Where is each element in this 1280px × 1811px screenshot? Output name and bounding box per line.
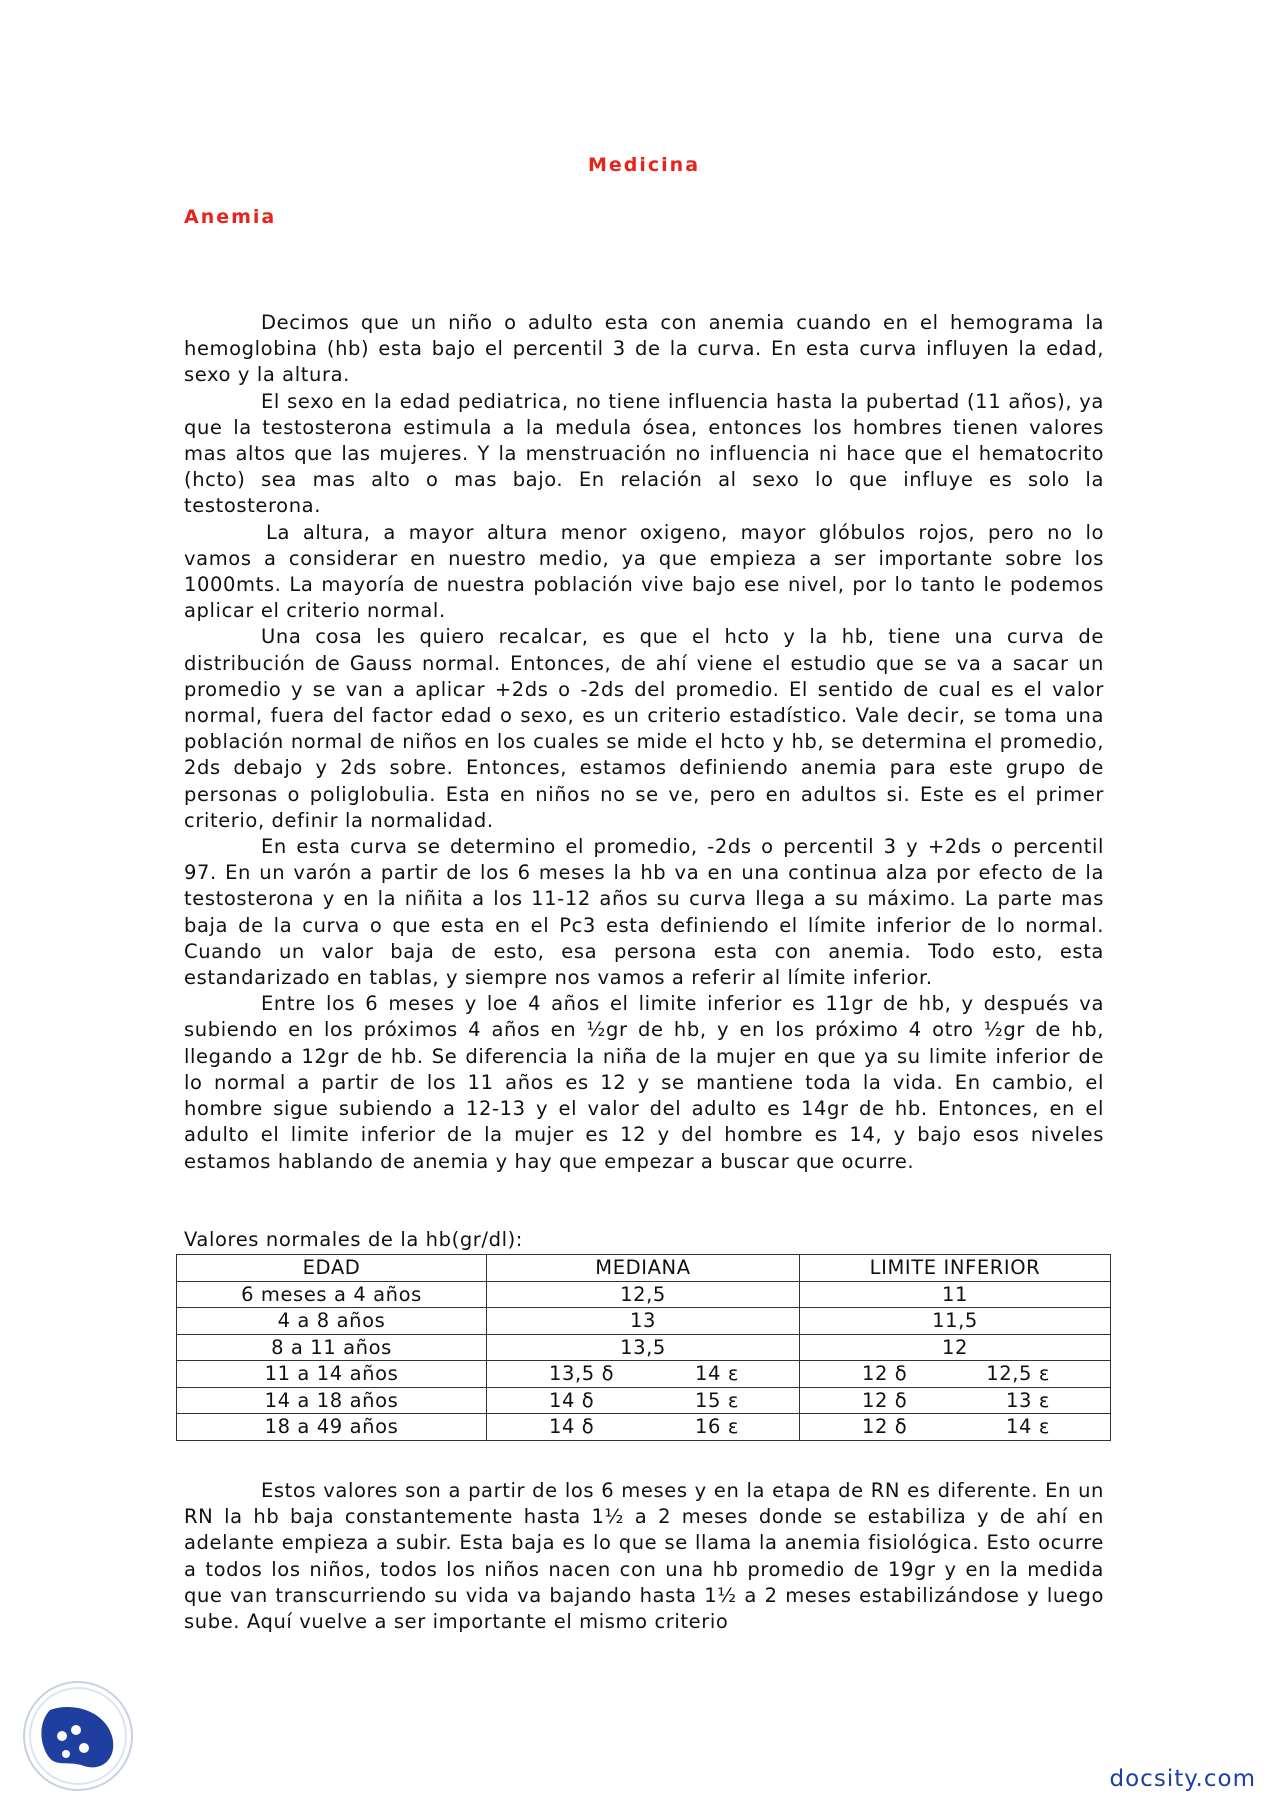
docsity-logo-icon — [22, 1680, 134, 1792]
table-value: 12 δ — [862, 1388, 908, 1412]
table-caption: Valores normales de la hb(gr/dl): — [184, 1228, 523, 1251]
table-cell: 11 a 14 años — [177, 1361, 487, 1388]
table-value: 15 ε — [695, 1388, 739, 1412]
table-cell: 12 — [800, 1334, 1111, 1361]
table-cell — [487, 1387, 800, 1414]
table-cell: 13,5 — [487, 1334, 800, 1361]
table-row — [177, 1414, 1111, 1441]
hemoglobin-table — [176, 1254, 1111, 1441]
table-cell: 18 a 49 años — [177, 1414, 487, 1441]
document-title: Medicina — [587, 154, 701, 176]
table-cell: 14 a 18 años — [177, 1387, 487, 1414]
table-header-row — [177, 1255, 1111, 1282]
table-cell: 6 meses a 4 años — [177, 1281, 487, 1308]
section-heading: Anemia — [184, 206, 277, 228]
table-value: 14 δ — [549, 1415, 595, 1439]
table-cell: 11,5 — [800, 1308, 1111, 1335]
closing-text — [184, 1478, 1104, 1635]
table-header: EDAD — [177, 1255, 487, 1282]
table-value: 13 ε — [1006, 1388, 1050, 1412]
table-cell: 8 a 11 años — [177, 1334, 487, 1361]
table-cell — [487, 1414, 800, 1441]
table-value: 12 δ — [862, 1415, 908, 1439]
table-value: 14 δ — [549, 1388, 595, 1412]
paragraph: La altura, a mayor altura menor oxigeno, mayor glóbulos rojos, pero no lo vamos a considerar en nuestro medio, ya que empieza a ser importante sobre los 1000mts. La mayoría de nuestra población vive bajo ese nivel, por lo tanto le podemos aplicar el criterio normal. — [184, 520, 1104, 623]
paragraph: El sexo en la edad pediatrica, no tiene influencia hasta la pubertad (11 años), ya que la testosterona estimula a la medula ósea, entonces los hombres tienen valores mas altos que las mujeres. Y la menstruación no influencia ni hace que el hematocrito (hcto) sea mas alto o mas bajo. En relación al sexo lo que influye es solo la testosterona. — [184, 389, 1104, 518]
paragraph: Estos valores son a partir de los 6 meses y en la etapa de RN es diferente. En un RN la hb baja constantemente hasta 1½ a 2 meses donde se estabiliza y de ahí en adelante empieza a subir. Esta baja es lo que se llama la anemia fisiológica. Esto ocurre a todos los niños, todos los niños nacen con una hb promedio de 19gr y en la medida que van transcurriendo su vida va bajando hasta 1½ a 2 meses estabilizándose y luego sube. Aquí vuelve a ser importante el mismo criterio — [184, 1479, 1104, 1634]
paragraph: Una cosa les quiero recalcar, es que el hcto y la hb, tiene una curva de distribución de Gauss normal. Entonces, de ahí viene el estudio que se va a sacar un promedio y se van a aplicar +2ds o -2ds del promedio. El sentido de cual es el valor normal, fuera del factor edad o sexo, es un criterio estadístico. Vale decir, se toma una población normal de niños en los cuales se mide el hcto y hb, se determina el promedio, 2ds debajo y 2ds sobre. Entonces, estamos definiendo anemia para este grupo de personas o poliglobulia. Esta en niños no se ve, pero en adultos si. Este es el primer criterio, definir la normalidad. — [184, 625, 1104, 832]
paragraph: En esta curva se determino el promedio, -2ds o percentil 3 y +2ds o percentil 97. En un varón a partir de los 6 meses la hb va en una continua alza por efecto de la testosterona y en la niñita a los 11-12 años su curva llega a su máximo. La parte mas baja de la curva o que esta en el Pc3 esta definiendo el límite inferior de lo normal. Cuando un valor baja de esto, esa persona esta con anemia. Todo esto, esta estandarizado en tablas, y siempre nos vamos a referir al límite inferior. — [184, 835, 1104, 990]
table-cell — [800, 1361, 1111, 1388]
body-text — [184, 310, 1104, 1175]
paragraph: Decimos que un niño o adulto esta con anemia cuando en el hemograma la hemoglobina (hb) esta bajo el percentil 3 de la curva. En esta curva influyen la edad, sexo y la altura. — [184, 311, 1104, 387]
table-cell: 12,5 — [487, 1281, 800, 1308]
table-cell: 4 a 8 años — [177, 1308, 487, 1335]
table-row — [177, 1387, 1111, 1414]
table-header: MEDIANA — [487, 1255, 800, 1282]
table-value: 12 δ — [862, 1362, 908, 1386]
table-value: 13,5 δ — [549, 1362, 615, 1386]
table-row — [177, 1308, 1111, 1335]
table-value: 14 ε — [695, 1362, 739, 1386]
table-cell: 13 — [487, 1308, 800, 1335]
table-cell — [800, 1387, 1111, 1414]
table-value: 12,5 ε — [986, 1362, 1050, 1386]
table-value: 16 ε — [695, 1415, 739, 1439]
table-row — [177, 1334, 1111, 1361]
table-cell — [800, 1414, 1111, 1441]
table-row — [177, 1281, 1111, 1308]
table-cell — [487, 1361, 800, 1388]
paragraph: Entre los 6 meses y loe 4 años el limite inferior es 11gr de hb, y después va subiendo en los próximos 4 años en ½gr de hb, y en los próximo 4 otro ½gr de hb, llegando a 12gr de hb. Se diferencia la niña de la mujer en que ya su limite inferior de lo normal a partir de los 11 años es 12 y se mantiene toda la vida. En cambio, el hombre sigue subiendo a 12-13 y el valor del adulto es 14gr de hb. Entonces, en el adulto el limite inferior de la mujer es 12 y del hombre es 14, y bajo esos niveles estamos hablando de anemia y hay que empezar a buscar que ocurre. — [184, 992, 1104, 1173]
table-cell: 11 — [800, 1281, 1111, 1308]
site-brand: docsity.com — [1109, 1766, 1256, 1792]
table-header: LIMITE INFERIOR — [800, 1255, 1111, 1282]
table-row — [177, 1361, 1111, 1388]
table-value: 14 ε — [1006, 1415, 1050, 1439]
